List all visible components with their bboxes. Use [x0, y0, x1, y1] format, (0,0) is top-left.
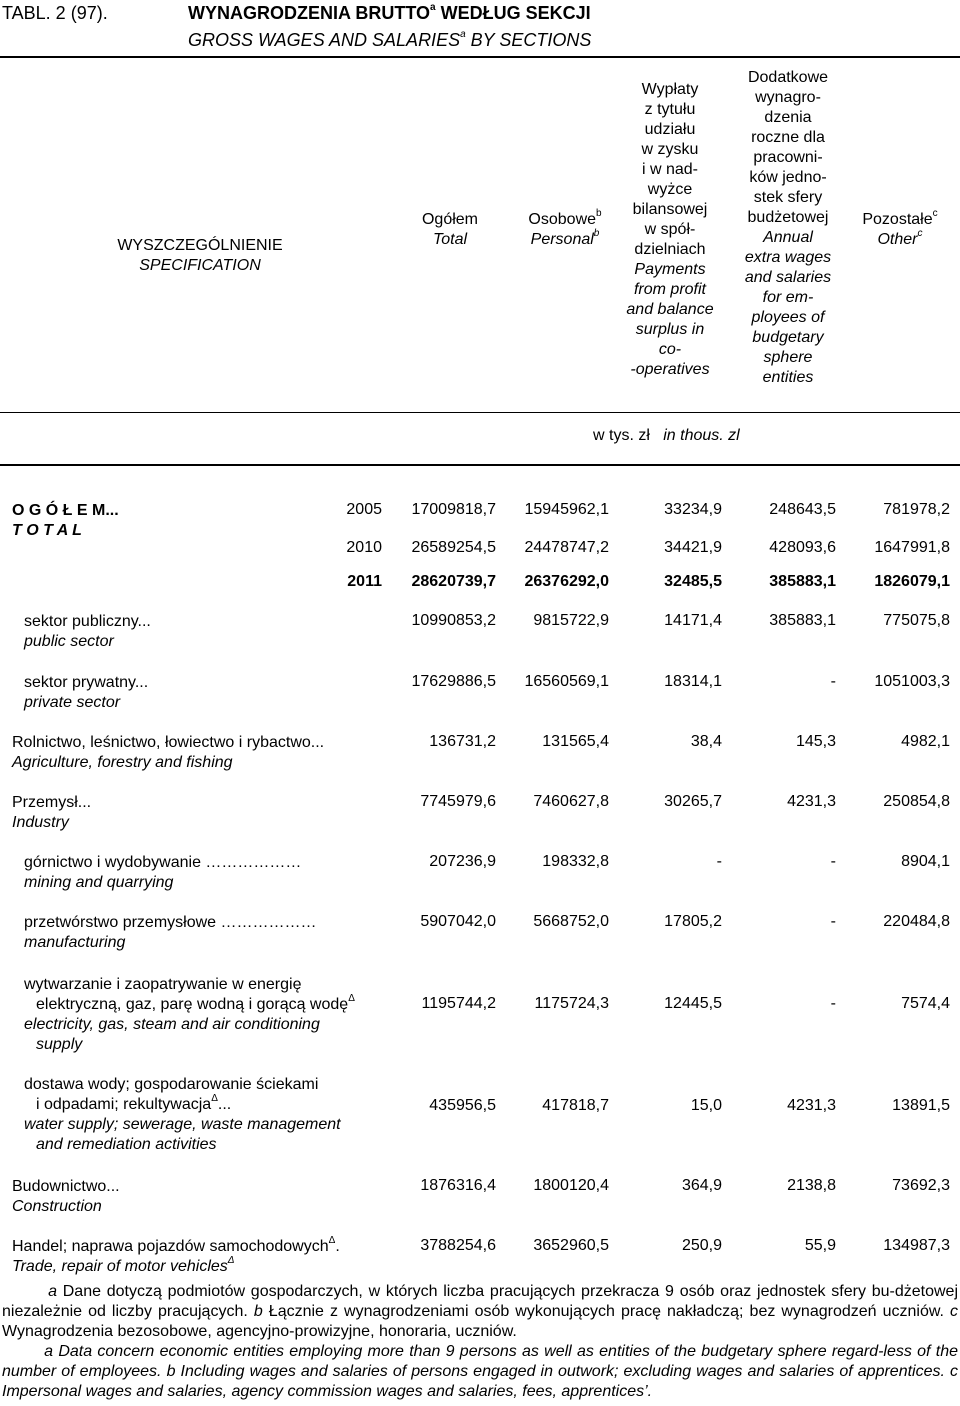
table-cell: 1826079,1 — [874, 573, 950, 590]
footnote-en-a: a Data concern economic entities employing more than 9 persons as well as entities of the budgetary sphere regard-less of the number of employees. b Including wages and salaries of persons engaged in outwork; excluding wages and salaries of apprentices. c Impersonal wages and salaries, agency commission wages and salaries, fees, apprentices’. — [2, 1343, 959, 1400]
table-cell: 136731,2 — [429, 733, 496, 750]
table-cell: 5668752,0 — [533, 913, 609, 930]
row-label: Rolnictwo, leśnictwo, łowiectwo i rybactwo... Agriculture, forestry and fishing — [12, 734, 325, 771]
col-header-line-en: entities — [762, 369, 814, 386]
table-cell: 364,9 — [681, 1177, 722, 1194]
table-cell: 10990853,2 — [411, 612, 496, 629]
table-cell: 385883,1 — [769, 612, 836, 629]
row-label: sektor publiczny... public sector — [24, 613, 151, 650]
footnotes-pl — [2, 1282, 958, 1342]
table-cell: 13891,5 — [892, 1097, 950, 1114]
table-cell: 4231,3 — [787, 1097, 836, 1114]
col-header-line-en: extra wages — [744, 249, 832, 266]
table-cell: 18314,1 — [664, 673, 722, 690]
year-cell: 2010 — [346, 539, 382, 556]
col-header-line-en: surplus in — [635, 321, 705, 338]
row-label: górnictwo i wydobywanie ……………… mining and quarrying — [24, 854, 302, 891]
table-cell: 7460627,8 — [533, 793, 609, 810]
col-header-line: Dodatkowe — [747, 69, 829, 86]
col-header-line: wyżce — [647, 181, 693, 198]
header-bottom-rule — [0, 464, 960, 466]
col-header-personal: Osobowe$^b$ Personal$^b$ — [528, 207, 602, 248]
table-cell: 24478747,2 — [524, 539, 609, 556]
spec-header: WYSZCZEGÓLNIENIE SPECIFICATION — [117, 237, 283, 274]
col-header-line: pracowni- — [753, 149, 823, 166]
table-cell: 198332,8 — [542, 853, 609, 870]
table-cell: 3788254,6 — [420, 1237, 496, 1254]
table-cell: 38,4 — [690, 733, 722, 750]
table-cell: 34421,9 — [664, 539, 722, 556]
table-cell: 1051003,3 — [874, 673, 950, 690]
table-cell: 17629886,5 — [411, 673, 496, 690]
col-header-line: z tytułu — [644, 101, 696, 118]
col-header-line-en: for em- — [762, 289, 814, 306]
table-cell: 250854,8 — [883, 793, 950, 810]
table-cell: 417818,7 — [542, 1097, 609, 1114]
table-cell: 14171,4 — [664, 612, 722, 629]
table-cell: 4231,3 — [787, 793, 836, 810]
table-cell: - — [830, 995, 836, 1012]
header-top-rule — [0, 56, 960, 58]
table-cell: 207236,9 — [429, 853, 496, 870]
table-cell: 32485,5 — [664, 573, 722, 590]
table-title-en: GROSS WAGES AND SALARIES$^a$ BY SECTIONS — [188, 29, 592, 50]
col-header-line: stek sfery — [753, 189, 823, 206]
col-header-line: dzenia — [764, 109, 812, 126]
table-cell: 15945962,1 — [524, 501, 609, 518]
table-cell: 2138,8 — [787, 1177, 836, 1194]
units-label: w tys. zł in thous. zl — [593, 427, 740, 444]
table-cell: 7574,4 — [901, 995, 950, 1012]
table-cell: 1876316,4 — [420, 1177, 496, 1194]
col-header-line: Wypłaty — [641, 81, 699, 98]
row-label: sektor prywatny... private sector — [24, 674, 149, 711]
table-cell: 1647991,8 — [874, 539, 950, 556]
table-cell: 220484,8 — [883, 913, 950, 930]
col-header-other: Pozostałe$^c$ Other$^c$ — [862, 207, 938, 248]
col-header-total: Ogółem Total — [421, 211, 479, 248]
table-cell: 3652960,5 — [533, 1237, 609, 1254]
total-label: O G Ó Ł E M... T O T A L — [12, 502, 119, 539]
table-cell: 250,9 — [681, 1237, 722, 1254]
table-cell: 12445,5 — [664, 995, 722, 1012]
table-cell: 33234,9 — [664, 501, 722, 518]
table-cell: 28620739,7 — [411, 573, 496, 590]
table-cell: 4982,1 — [901, 733, 950, 750]
col-header-line: wynagro- — [755, 89, 821, 106]
table-cell: 1175724,3 — [534, 995, 609, 1012]
table-cell: - — [716, 853, 722, 870]
table-cell: 145,3 — [795, 733, 836, 750]
col-header-profit-payments — [610, 80, 730, 380]
table-cell: - — [830, 673, 836, 690]
footnotes-en — [2, 1342, 958, 1402]
col-header-line-en: and balance — [626, 301, 714, 318]
table-cell: 17805,2 — [664, 913, 722, 930]
col-header-line: dzielniach — [634, 241, 706, 258]
col-header-line: w spół- — [644, 221, 696, 238]
table-cell: 5907042,0 — [420, 913, 496, 930]
col-header-line-en: ployees of — [751, 309, 825, 326]
table-cell: 30265,7 — [664, 793, 722, 810]
col-header-line-en: and salaries — [744, 269, 832, 286]
col-header-annual-extra — [728, 68, 848, 388]
col-header-line: i w nad- — [641, 161, 699, 178]
col-header-line-en: co- — [658, 341, 682, 358]
table-cell: 73692,3 — [892, 1177, 950, 1194]
footnote-pl-a: a Dane dotyczą podmiotów gospodarczych, w których liczba pracujących przekracza 9 osób oraz jednostek sfery bu-dżetowej niezależnie od liczby pracujących. b Łącznie z wynagrodzeniami osób wykonujących pracę nakładczą; bez wynagrodzeń uczniów. c Wynagrodzenia bezosobowe, agencyjno-prowizyjne, honoraria, uczniów. — [2, 1283, 959, 1340]
row-label: dostawa wody; gospodarowanie ściekami i odpadami; rekultywacja$^\Delta$... water supply; sewerage, waste management and remediation activities — [24, 1076, 341, 1153]
year-cell: 2005 — [346, 501, 382, 518]
table-cell: 131565,4 — [542, 733, 609, 750]
row-label: wytwarzanie i zaopatrywanie w energię elektryczną, gaz, parę wodną i gorącą wodę$^\Delta$ electricity, gas, steam and air conditioning supply — [24, 976, 355, 1053]
table-cell: 385883,1 — [769, 573, 836, 590]
table-cell: - — [830, 913, 836, 930]
table-cell: 1800120,4 — [533, 1177, 609, 1194]
table-cell: 26589254,5 — [411, 539, 496, 556]
table-cell: 9815722,9 — [533, 612, 609, 629]
table-cell: 17009818,7 — [411, 501, 496, 518]
col-header-line: w zysku — [641, 141, 699, 158]
col-header-line-en: -operatives — [630, 361, 710, 378]
table-cell: 55,9 — [804, 1237, 836, 1254]
table-cell: 7745979,6 — [420, 793, 496, 810]
table-cell: 134987,3 — [883, 1237, 950, 1254]
col-header-line-en: Annual — [763, 229, 813, 246]
year-cell: 2011 — [347, 573, 382, 590]
table-cell: 26376292,0 — [524, 573, 609, 590]
table-cell: 1195744,2 — [421, 995, 496, 1012]
row-label: Handel; naprawa pojazdów samochodowych$^\Delta$. Trade, repair of motor vehicles$^\Delta$ — [12, 1234, 340, 1275]
header-mid-rule — [0, 412, 960, 413]
row-label: Budownictwo... Construction — [12, 1178, 120, 1215]
col-header-line: roczne dla — [751, 129, 825, 146]
table-cell: 248643,5 — [769, 501, 836, 518]
table-cell: 16560569,1 — [524, 673, 609, 690]
table-cell: - — [830, 853, 836, 870]
col-header-line: udziału — [644, 121, 696, 138]
table-title-pl: WYNAGRODZENIA BRUTTO$^a$ WEDŁUG SEKCJI — [188, 2, 591, 23]
col-header-line: bilansowej — [632, 201, 708, 218]
table-cell: 781978,2 — [883, 501, 950, 518]
col-header-line-en: from profit — [633, 281, 706, 298]
col-header-line-en: Payments — [634, 261, 706, 278]
table-cell: 8904,1 — [901, 853, 950, 870]
table-cell: 775075,8 — [883, 612, 950, 629]
table-number: TABL. 2 (97). — [2, 3, 108, 23]
table-cell: 428093,6 — [769, 539, 836, 556]
col-header-line-en: sphere — [763, 349, 813, 366]
table-cell: 435956,5 — [429, 1097, 496, 1114]
table-cell: 15,0 — [690, 1097, 722, 1114]
row-label: Przemysł... Industry — [12, 794, 92, 831]
row-label: przetwórstwo przemysłowe ……………… manufacturing — [24, 914, 317, 951]
col-header-line: ków jedno- — [749, 169, 827, 186]
col-header-line-en: budgetary — [752, 329, 824, 346]
col-header-line: budżetowej — [747, 209, 829, 226]
